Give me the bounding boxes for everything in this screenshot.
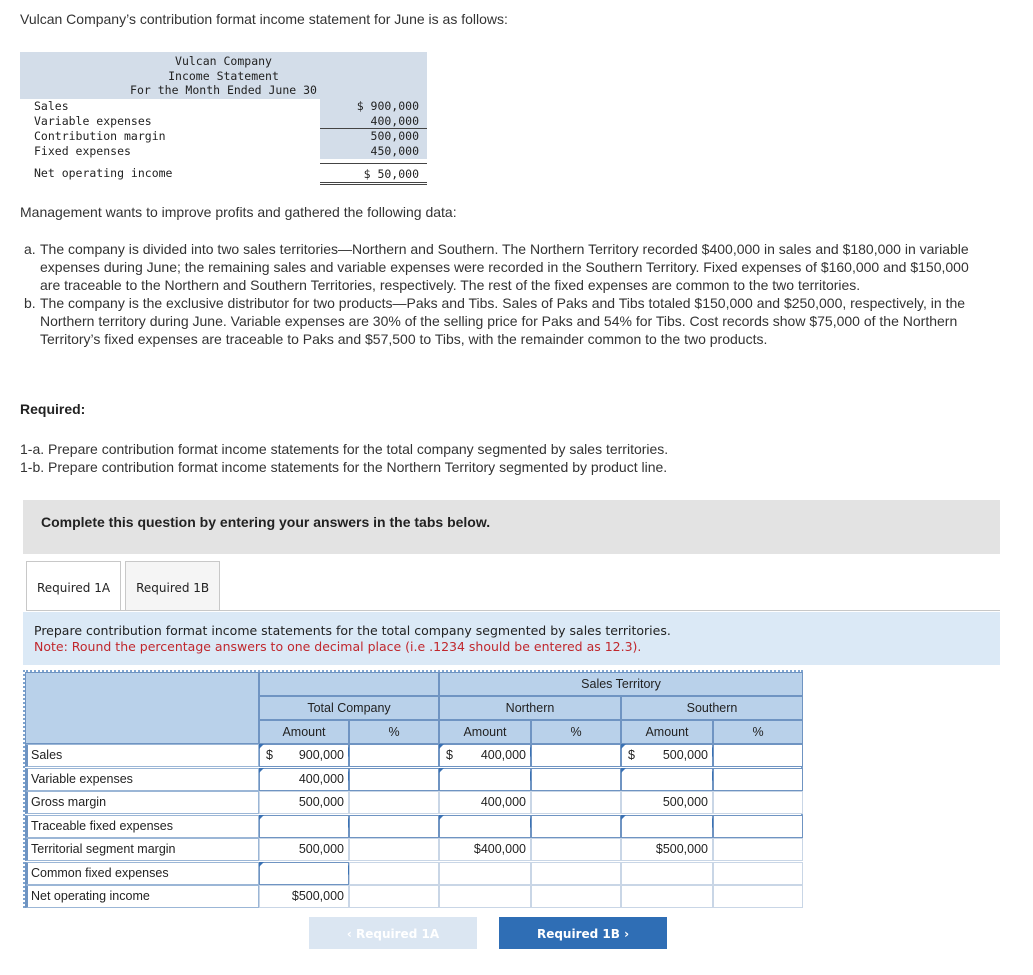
header-northern: Northern [439,696,621,720]
list-item [24,240,982,294]
total-percent-input [349,862,439,885]
prompt-panel [23,612,1000,665]
south-amount-input[interactable] [621,815,713,838]
task-1a: 1-a. Prepare contribution format income statements for the total company segmented by sales territories. [20,441,669,457]
south-amount-input [621,862,713,885]
next-button[interactable]: Required 1B › [499,917,667,949]
statement-row [20,144,430,159]
amount-value: 500,000 [298,795,344,809]
north-amount-input [439,885,531,908]
north-percent-input [531,791,621,814]
list-item-text: The company is the exclusive distributor for two products—Paks and Tibs. Sales of Paks and Tibs totaled $150,000 and $250,000, respectively, in the Northern territory during June. Variable expenses are 30% of the selling price for Paks and 54% for Tibs. Cost records show $75,000 of the Northern Territory’s fixed expenses are traceable to Paks and $57,500 to Tibs, with the remainder common to the two products. [40,295,966,347]
currency-symbol: $ [473,842,481,856]
currency-symbol: $ [291,889,299,903]
statement-row-value: $ 50,000 [320,163,427,185]
north-percent-input [531,885,621,908]
statement-row-label: Contribution margin [34,128,166,143]
header-sales-territory: Sales Territory [439,672,803,696]
income-statement [20,52,430,185]
amount-value: 400,000 [480,748,526,762]
amount-value: 500,000 [298,842,344,856]
tab-bar [26,561,220,611]
statement-row-value: 500,000 [370,128,419,143]
statement-row-label: Sales [34,98,69,113]
row-label: Common fixed expenses [25,862,259,885]
statement-row-label: Variable expenses [34,113,152,128]
statement-title: Income Statement [168,68,279,83]
statement-company: Vulcan Company [175,54,272,68]
statement-row-value: 450,000 [370,143,419,158]
south-amount-input [621,885,713,908]
required-heading: Required: [20,401,86,417]
amount-value: 500,000 [662,795,708,809]
amount-value: 400,000 [480,795,526,809]
total-amount-input [259,838,349,861]
header-south-amount: Amount [621,720,713,744]
south-percent-input[interactable] [713,815,803,838]
row-label: Traceable fixed expenses [25,815,259,838]
row-label: Net operating income [25,885,259,908]
header-total-amount: Amount [259,720,349,744]
amount-value: 500,000 [662,748,708,762]
data-list [24,240,982,348]
header-south-percent: % [713,720,803,744]
statement-row-value: $ 900,000 [356,98,419,113]
amount-value: 400,000 [298,771,344,786]
list-item-label: a. [24,241,36,257]
header-north-amount: Amount [439,720,531,744]
row-label: Sales [25,744,259,767]
south-percent-input [713,862,803,885]
tab-required-1a[interactable]: Required 1A [26,561,121,611]
north-percent-input [531,862,621,885]
row-label: Variable expenses [25,768,259,791]
north-amount-input[interactable] [439,768,531,791]
total-amount-input [259,791,349,814]
north-percent-input [531,838,621,861]
total-percent-input [349,885,439,908]
list-item-label: b. [24,295,36,311]
total-percent-input [349,791,439,814]
grid-corner [25,672,259,744]
statement-row-label: Net operating income [34,165,173,180]
list-item-text: The company is divided into two sales territories—Northern and Southern. The Northern Territory recorded $400,000 in sales and $180,000 in variable expenses during June; the remaining sales and variable expenses were recorded in the Southern Territory. Fixed expenses of $160,000 and $150,000 are traceable to the Northern and Southern Territories, respectively. The rest of the fixed expenses are common to the two territories. [40,241,969,293]
answer-grid [23,670,803,908]
total-amount-input[interactable] [259,862,349,885]
header-total-percent: % [349,720,439,744]
management-text: Management wants to improve profits and gathered the following data: [20,204,457,220]
prev-button[interactable]: ‹ Required 1A [309,917,477,949]
currency-symbol: $ [446,748,453,762]
currency-symbol: $ [655,842,663,856]
total-percent-input[interactable] [349,768,439,791]
row-label: Territorial segment margin [25,838,259,861]
south-percent-input[interactable] [713,768,803,791]
south-percent-input[interactable] [713,744,803,767]
amount-value: 900,000 [298,748,344,762]
prompt-text: Prepare contribution format income statements for the total company segmented by sales territories. [34,623,671,638]
statement-period: For the Month Ended June 30 [130,83,317,97]
statement-row-label: Fixed expenses [34,143,131,158]
south-amount-input [621,838,713,861]
statement-row [20,129,430,144]
north-amount-input [439,838,531,861]
south-amount-input[interactable] [621,744,713,767]
south-percent-input [713,885,803,908]
currency-symbol: $ [628,748,635,762]
tab-required-1b[interactable]: Required 1B [125,561,220,611]
north-percent-input[interactable] [531,744,621,767]
total-amount-input[interactable] [259,815,349,838]
north-percent-input[interactable] [531,768,621,791]
statement-header [20,52,427,99]
header-blank [259,672,439,696]
total-percent-input[interactable] [349,744,439,767]
north-percent-input[interactable] [531,815,621,838]
row-label: Gross margin [25,791,259,814]
intro-text: Vulcan Company’s contribution format income statement for June is as follows: [20,11,508,27]
amount-value: 400,000 [480,842,526,856]
south-amount-input [621,791,713,814]
prompt-note: Note: Round the percentage answers to one decimal place (i.e .1234 should be entered as 12.3). [34,639,642,654]
total-amount-input[interactable] [259,768,349,791]
amount-value: 500,000 [662,842,708,856]
statement-row [20,163,430,185]
north-amount-input[interactable] [439,744,531,767]
task-1b: 1-b. Prepare contribution format income statements for the Northern Territory segmented by product line. [20,459,668,475]
statement-row [20,99,430,114]
south-percent-input [713,838,803,861]
total-amount-input [259,885,349,908]
total-percent-input[interactable] [349,815,439,838]
header-north-percent: % [531,720,621,744]
instruction-banner: Complete this question by entering your answers in the tabs below. [23,500,1000,554]
list-item [24,294,982,348]
total-percent-input [349,838,439,861]
north-amount-input[interactable] [439,815,531,838]
header-southern: Southern [621,696,803,720]
total-amount-input[interactable] [259,744,349,767]
statement-row [20,114,430,129]
north-amount-input [439,791,531,814]
header-total-company: Total Company [259,696,439,720]
currency-symbol: $ [266,748,273,762]
north-amount-input [439,862,531,885]
south-percent-input [713,791,803,814]
south-amount-input[interactable] [621,768,713,791]
statement-row-value: 400,000 [320,114,427,129]
amount-value: 500,000 [298,889,344,903]
